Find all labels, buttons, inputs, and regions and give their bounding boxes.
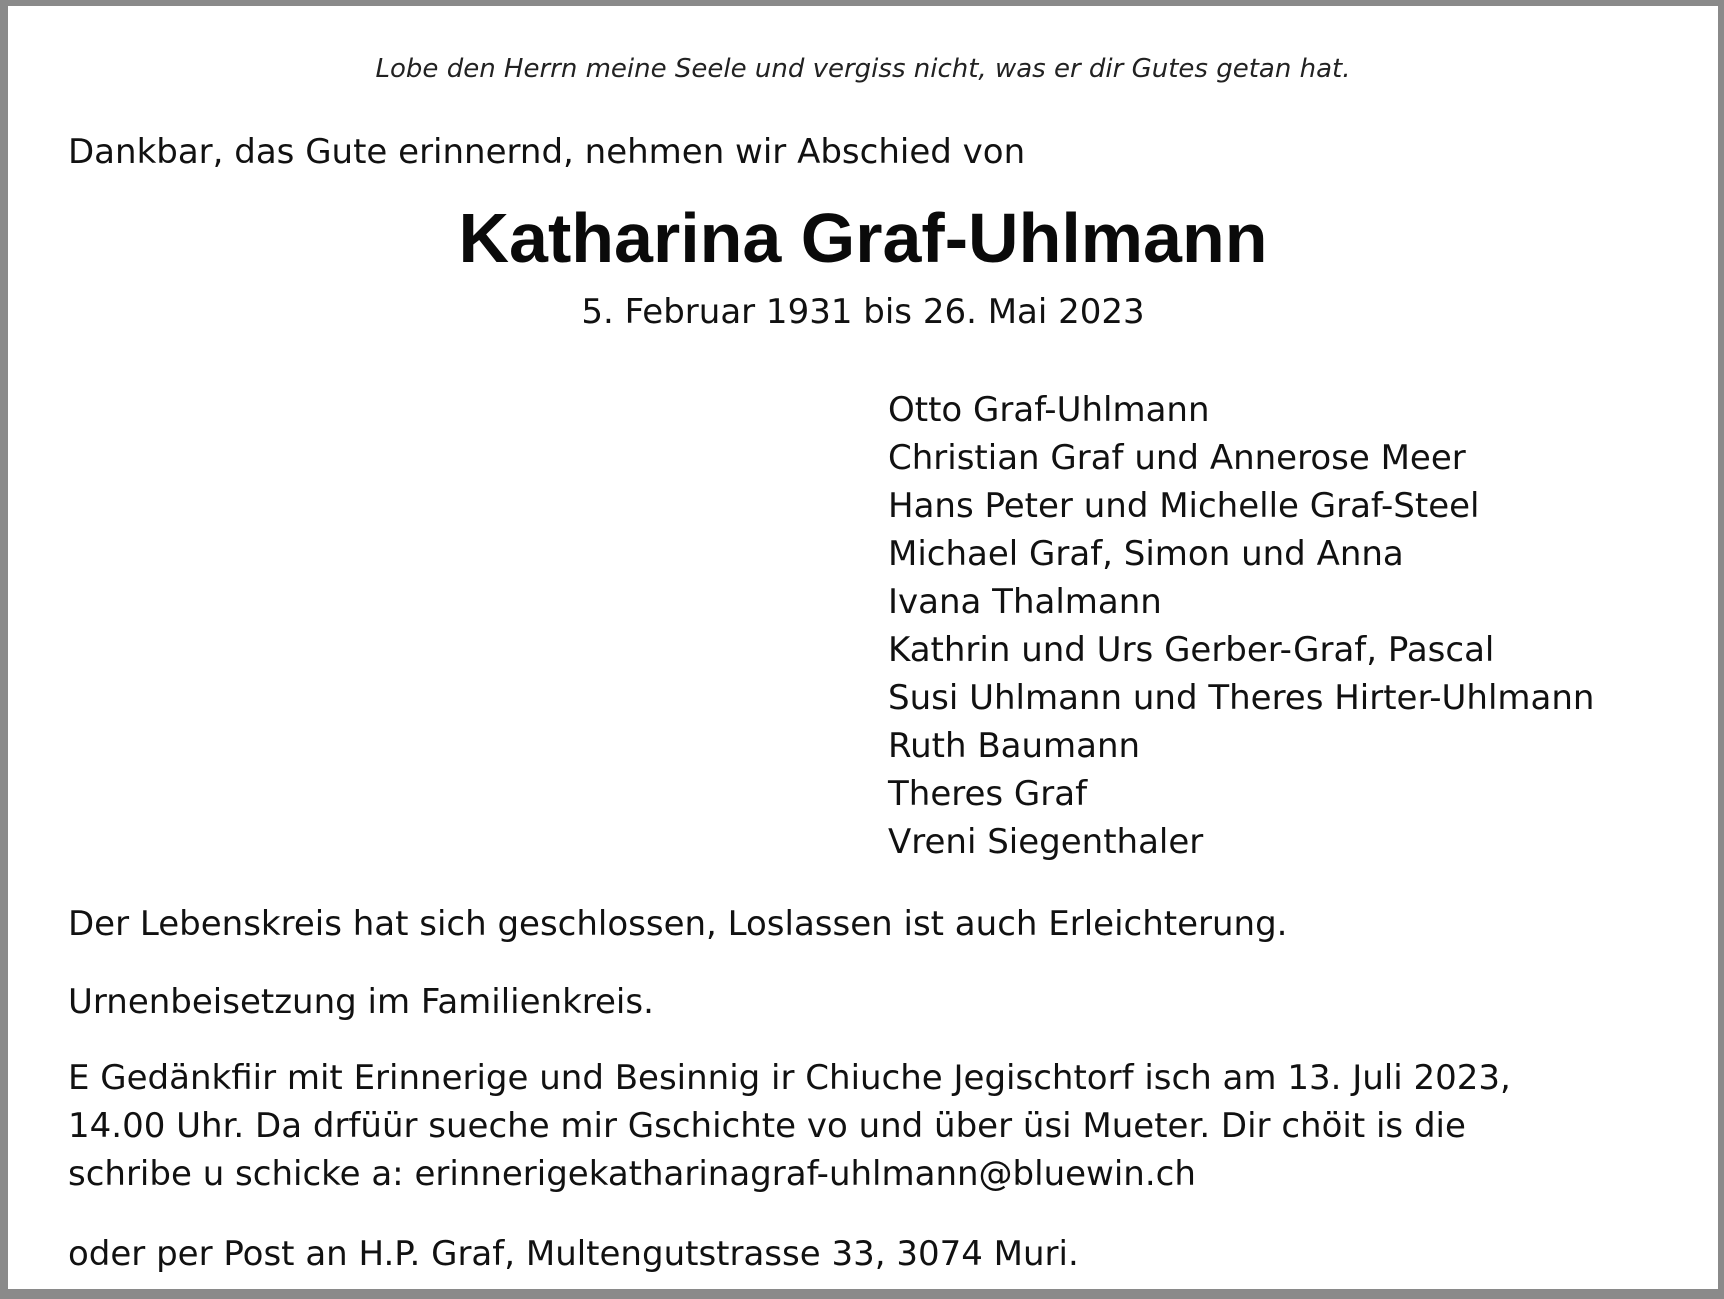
life-dates: 5. Februar 1931 bis 26. Mai 2023 — [581, 292, 1145, 332]
memorial-line: E Gedänkfiir mit Erinnerige und Besinnig ir Chiuche Jegischtorf isch am 13. Juli 2023, — [68, 1058, 1511, 1098]
mourner-item: Hans Peter und Michelle Graf-Steel — [888, 486, 1480, 526]
bible-verse-motto: Lobe den Herrn meine Seele und vergiss nicht, was er dir Gutes getan hat. — [375, 54, 1351, 84]
mourner-item: Susi Uhlmann und Theres Hirter-Uhlmann — [888, 678, 1595, 718]
closing-sentence: Der Lebenskreis hat sich geschlossen, Loslassen ist auch Erleichterung. — [68, 904, 1288, 944]
mourner-item: Vreni Siegenthaler — [888, 822, 1204, 862]
mourner-item: Ruth Baumann — [888, 726, 1141, 766]
deceased-name: Katharina Graf-Uhlmann — [458, 199, 1268, 277]
postal-address-note: oder per Post an H.P. Graf, Multengutstrasse 33, 3074 Muri. — [68, 1234, 1079, 1274]
memorial-service-paragraph — [68, 1054, 1628, 1198]
memorial-line-with-email: schribe u schicke a: erinnerigekatharinagraf-uhlmann@bluewin.ch — [68, 1154, 1196, 1194]
mourner-item: Theres Graf — [888, 774, 1088, 814]
memorial-line: 14.00 Uhr. Da drfüür sueche mir Gschichte vo und über üsi Mueter. Dir chöit is die — [68, 1106, 1466, 1146]
mourner-item: Christian Graf und Annerose Meer — [888, 438, 1466, 478]
mourner-item: Kathrin und Urs Gerber-Graf, Pascal — [888, 630, 1495, 670]
mourner-item: Otto Graf-Uhlmann — [888, 390, 1210, 430]
mourners-list — [888, 386, 1594, 866]
burial-note: Urnenbeisetzung im Familienkreis. — [68, 982, 654, 1022]
mourner-item: Ivana Thalmann — [888, 582, 1162, 622]
farewell-intro: Dankbar, das Gute erinnernd, nehmen wir Abschied von — [68, 132, 1026, 172]
mourner-item: Michael Graf, Simon und Anna — [888, 534, 1404, 574]
